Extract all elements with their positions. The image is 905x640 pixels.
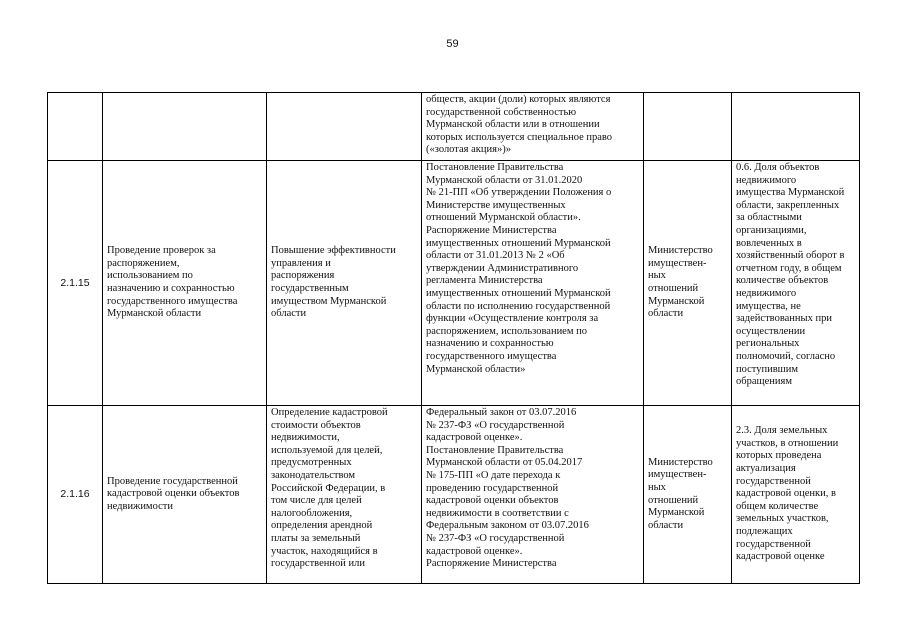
goal-cell: Определение кадастровой стоимости объектов недвижимости, используемой для целей, предусмотренных законодательством Российской Федерации, в том числе для целей налогообложения, определения арендной платы за земельный участок, находящийся в государственной или (267, 406, 422, 584)
page-number: 59 (446, 38, 459, 50)
indicator-cell: 2.3. Доля земельных участков, в отношении которых проведена актуализация государственной кадастровой оценки, в общем количестве земельных участков, подлежащих государственной кадастровой оценке (732, 406, 860, 584)
indicator-cell (732, 93, 860, 161)
table-row (48, 406, 860, 584)
goal-cell: Повышение эффективности управления и распоряжения государственным имуществом Мурманской области (267, 161, 422, 406)
goal-cell (267, 93, 422, 161)
row-number-cell: 2.1.15 (48, 161, 103, 406)
documents-cell: обществ, акции (доли) которых являются государственной собственностью Мурманской области или в отношении которых используется специальное право («золотая акция»)» (422, 93, 644, 161)
activity-cell (103, 93, 267, 161)
row-number-cell (48, 93, 103, 161)
table-row (48, 161, 860, 406)
executor-cell (644, 93, 732, 161)
program-table (47, 92, 860, 584)
activity-cell: Проведение проверок за распоряжением, использованием по назначению и сохранностью государственного имущества Мурманской области (103, 161, 267, 406)
activity-cell: Проведение государственной кадастровой оценки объектов недвижимости (103, 406, 267, 584)
documents-cell: Постановление Правительства Мурманской области от 31.01.2020 № 21-ПП «Об утверждении Положения о Министерстве имущественных отношений Мурманской области». Распоряжение Министерства имущественных отношений Мурманской области от 31.01.2013 № 2 «Об утверждении Административного регламента Министерства имущественных отношений Мурманской области по исполнению государственной функции «Осуществление контроля за распоряжением, использованием по назначению и сохранностью государственного имущества Мурманской области» (422, 161, 644, 406)
table-row (48, 93, 860, 161)
row-number-cell: 2.1.16 (48, 406, 103, 584)
indicator-cell: 0.6. Доля объектов недвижимого имущества Мурманской области, закрепленных за областными организациями, вовлеченных в хозяйственный оборот в отчетном году, в общем количестве объектов недвижимого имущества, не задействованных при осуществлении региональных полномочий, согласно поступившим обращениям (732, 161, 860, 406)
executor-cell: Министерство имуществен- ных отношений Мурманской области (644, 161, 732, 406)
executor-cell: Министерство имуществен- ных отношений Мурманской области (644, 406, 732, 584)
documents-cell: Федеральный закон от 03.07.2016 № 237-ФЗ «О государственной кадастровой оценке». Постановление Правительства Мурманской области от 05.04.2017 № 175-ПП «О дате перехода к проведению государственной кадастровой оценки объектов недвижимости в соответствии с Федеральным законом от 03.07.2016 № 237-ФЗ «О государственной кадастровой оценке». Распоряжение Министерства (422, 406, 644, 584)
